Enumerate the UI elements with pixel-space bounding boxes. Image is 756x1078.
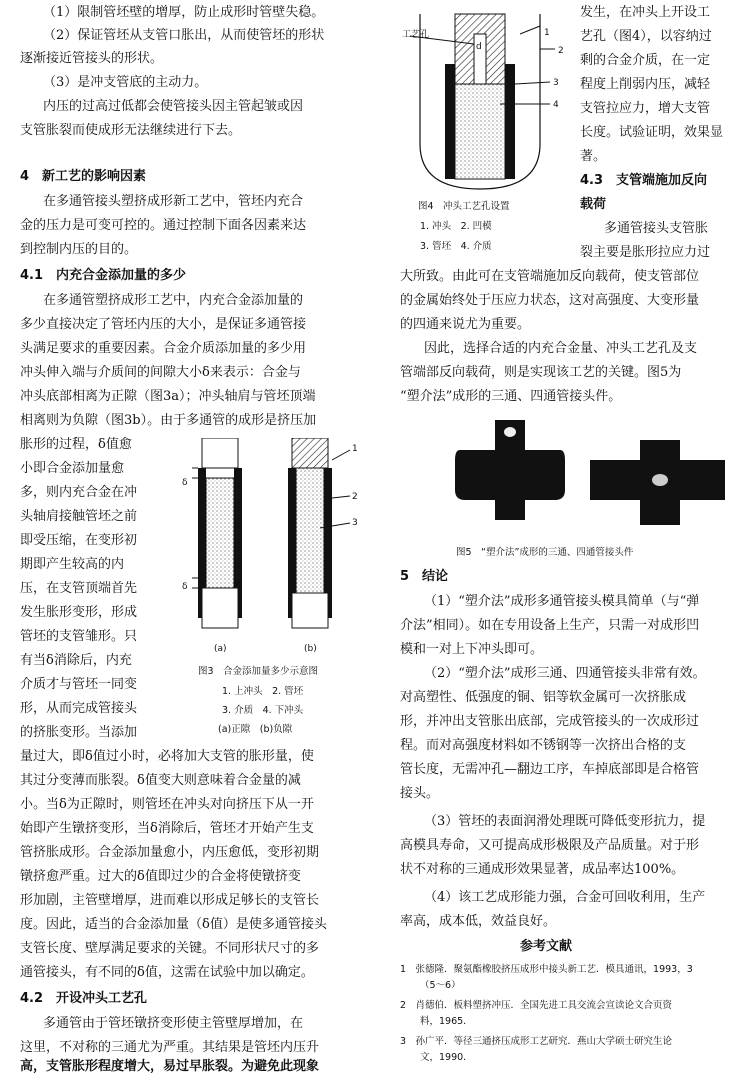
paragraph-line: 通管接头，有不同的δ值，这需在试验中加以确定。 [20, 965, 314, 980]
paragraph-line: 形加剧，主管壁增厚，进而难以形成足够长的支管长 [20, 893, 320, 908]
paragraph-line: 接头。 [400, 786, 440, 801]
figure-3-delta-top: δ [182, 478, 188, 488]
figure-4-hole-label: 工艺孔 [402, 30, 430, 40]
side-line: 著。 [580, 149, 607, 164]
paragraph-line: 度。因此，适当的合金添加量（δ值）是使多通管接头 [20, 917, 327, 932]
paragraph-line: 率高，成本低，效益良好。 [400, 914, 557, 929]
reference-item: （5～6） [420, 980, 461, 991]
references-heading: 参考文献 [520, 939, 573, 954]
paragraph-line: 模和一对上下冲头即可。 [400, 642, 544, 657]
paragraph-line: 这里，不对称的三通尤为严重。其结果是管坯内压升 [20, 1040, 320, 1055]
paragraph-line: 金的压力是可变可控的。通过控制下面各因素来达 [20, 218, 307, 233]
narrow-line: 胀形的过程，δ值愈 [20, 437, 132, 452]
paragraph-line: 量过大，即δ值过小时，必将加大支管的胀形量，使 [20, 749, 314, 764]
paragraph-line: （3）是冲支管底的主动力。 [43, 75, 208, 90]
paragraph-line: 逐渐接近管接头的形状。 [20, 51, 164, 66]
paragraph-line: 状不对称的三通成形效果显著，成品率达100%。 [400, 862, 685, 877]
figure-4-num-3: 3 [553, 78, 559, 88]
reference-item: 文，1990． [420, 1052, 473, 1063]
paragraph-line: 多少直接决定了管坯内压的大小，是保证多通管接 [20, 317, 307, 332]
narrow-line: 介质才与管坯一同变 [20, 677, 138, 692]
narrow-line: 小即合金添加量愈 [20, 461, 125, 476]
paragraph-line: （3）管坯的表面润滑处理既可降低变形抗力，提 [424, 814, 706, 829]
narrow-line: 形，从而完成管接头 [20, 701, 138, 716]
figure-3-delta-bottom: δ [182, 582, 188, 592]
figure-5-photo [440, 420, 730, 530]
paragraph-line: 大所致。由此可在支管端施加反向载荷，使支管部位 [400, 269, 700, 284]
paragraph-line: 镦挤愈严重。过大的δ值即过少的合金将使镦挤变 [20, 869, 301, 884]
paragraph-line: 到控制内压的目的。 [20, 242, 138, 257]
paragraph-line: 管长度，无需冲孔—翻边工序，车掉底部即是合格管 [400, 762, 700, 777]
figure-3-legend: (a)正隙 (b)负隙 [218, 724, 293, 735]
reference-item: 料，1965． [420, 1016, 473, 1027]
paragraph-line: （2）保证管坯从支管口胀出，从而使管坯的形状 [43, 28, 325, 43]
paragraph-line: 形，并冲出支管胀出底部，完成管接头的一次成形过 [400, 714, 700, 729]
side-line: 长度。试验证明，效果显 [580, 125, 724, 140]
paragraph-line: 高模具寿命，又可提高成形极限及产品质量。对于形 [400, 838, 700, 853]
side-line: 多通管接头支管胀 [604, 221, 709, 236]
paragraph-line: 对高塑性、低强度的铜、铝等软金属可一次挤胀成 [400, 690, 687, 705]
section-4-3-heading: 载荷 [580, 197, 607, 212]
figure-4-legend: 3. 管坯 4. 介质 [420, 241, 492, 252]
figure-3-num-2: 2 [352, 492, 358, 502]
paragraph-line: 相离则为负隙（图3b）。由于多通管的成形是挤压加 [20, 413, 317, 428]
narrow-line: 发生胀形变形，形成 [20, 605, 138, 620]
figure-3-num-3: 3 [352, 518, 358, 528]
narrow-line: 多，则内充合金在冲 [20, 485, 138, 500]
figure-4-num-2: 2 [558, 46, 564, 56]
section-5-heading: 5 结论 [400, 569, 449, 584]
paragraph-line: 在多通管接头塑挤成形新工艺中，管坯内充合 [43, 194, 304, 209]
paragraph-line: （2）“塑介法”成形三通、四通管接头非常有效。 [424, 666, 706, 681]
side-line: 发生，在冲头上开设工 [580, 5, 711, 20]
reference-item: 3 孙广平．等径三通挤压成形工艺研究．燕山大学硕士研究生论 [400, 1036, 673, 1047]
figure-4-caption: 图4 冲头工艺孔设置 [418, 201, 510, 212]
figure-3-label-b: (b) [304, 644, 317, 654]
paragraph-line: 高，支管胀形程度增大，易过早胀裂。为避免此现象 [20, 1059, 320, 1074]
reference-item: 2 肖德伯．板料塑挤冲压．全国先进工具交流会宣读论文合页资 [400, 1000, 673, 1011]
paragraph-line: 小。当δ为正隙时，则管坯在冲头对向挤压下从一开 [20, 797, 314, 812]
narrow-line: 头轴肩接触管坯之前 [20, 509, 138, 524]
figure-3-caption: 图3 合金添加量多少示意图 [198, 666, 319, 677]
narrow-line: 管坯的支管雏形。只 [20, 629, 138, 644]
side-line: 艺孔（图4），以容纳过 [580, 29, 712, 44]
section-4-2-heading: 4.2 开设冲头工艺孔 [20, 991, 148, 1006]
paragraph-line: 支管胀裂而使成形无法继续进行下去。 [20, 123, 242, 138]
side-line: 剩的合金介质，在一定 [580, 53, 711, 68]
side-line: 程度上削弱内压，减轻 [580, 77, 711, 92]
figure-4-num-1: 1 [544, 28, 550, 38]
figure-3-num-1: 1 [352, 444, 358, 454]
paragraph-line: （1）“塑介法”成形多通管接头模具简单（与“弹 [424, 594, 700, 609]
paragraph-line: “塑介法”成形的三通、四通管接头件。 [400, 389, 622, 404]
paragraph-line: 的四通来说尤为重要。 [400, 317, 531, 332]
section-4-heading: 4 新工艺的影响因素 [20, 169, 147, 184]
paragraph-line: 冲头底部相离为正隙（图3a）；冲头轴肩与管坯顶端 [20, 389, 316, 404]
paragraph-line: 内压的过高过低都会使管接头因主管起皱或因 [43, 99, 304, 114]
figure-3-legend: 1. 上冲头 2. 管坯 [222, 686, 304, 697]
reference-item: 1 张德隆．聚氨酯橡胶挤压成形中接头新工艺．模具通讯，1993，3 [400, 964, 693, 975]
figure-3-label-a: (a) [214, 644, 227, 654]
paragraph-line: 的金属始终处于压应力状态，这对高强度、大变形量 [400, 293, 700, 308]
figure-3-drawing [180, 438, 370, 638]
paragraph-line: 支管长度、壁厚满足要求的关键。不同形状尺寸的多 [20, 941, 320, 956]
section-4-3-heading: 4.3 支管端施加反向 [580, 173, 708, 188]
paragraph-line: （1）限制管坯壁的增厚，防止成形时管壁失稳。 [43, 5, 325, 20]
paragraph-line: 管端部反向载荷，则是实现该工艺的关键。图5为 [400, 365, 682, 380]
paragraph-line: 其过分变薄而胀裂。δ值变大则意味着合金量的减 [20, 773, 301, 788]
paragraph-line: 冲头伸入端与介质间的间隙大小δ来表示：合金与 [20, 365, 301, 380]
figure-5-caption: 图5 “塑介法”成形的三通、四通管接头件 [456, 547, 634, 558]
paragraph-line: 多通管由于管坯镦挤变形使主管壁厚增加，在 [43, 1016, 304, 1031]
section-4-1-heading: 4.1 内充合金添加量的多少 [20, 268, 187, 283]
paragraph-line: 头满足要求的重要因素。合金介质添加量的多少用 [20, 341, 307, 356]
paragraph-line: 在多通管塑挤成形工艺中，内充合金添加量的 [43, 293, 304, 308]
narrow-line: 期即产生较高的内 [20, 557, 125, 572]
narrow-line: 即受压缩，在变形初 [20, 533, 138, 548]
narrow-line: 的挤胀变形。当添加 [20, 725, 138, 740]
paragraph-line: 因此，选择合适的内充合金量、冲头工艺孔及支 [424, 341, 698, 356]
paragraph-line: 介法”相同）。如在专用设备上生产，只需一对成形凹 [400, 618, 700, 633]
paragraph-line: 程。而对高强度材料如不锈钢等一次挤出合格的支 [400, 738, 687, 753]
figure-3-legend: 3. 介质 4. 下冲头 [222, 705, 304, 716]
figure-4-num-4: 4 [553, 100, 559, 110]
paragraph-line: 始即产生镦挤变形，当δ消除后，管坯才开始产生支 [20, 821, 314, 836]
narrow-line: 有当δ消除后，内充 [20, 653, 132, 668]
side-line: 支管拉应力，增大支管 [580, 101, 711, 116]
narrow-line: 压，在支管顶端首先 [20, 581, 138, 596]
side-line: 裂主要是胀形拉应力过 [580, 245, 711, 260]
paragraph-line: （4）该工艺成形能力强，合金可回收利用，生产 [424, 890, 706, 905]
figure-4-d-label: d [476, 42, 482, 52]
figure-4-legend: 1. 冲头 2. 凹模 [420, 221, 492, 232]
paragraph-line: 管挤胀成形。合金添加量愈小，内压愈低，变形初期 [20, 845, 320, 860]
